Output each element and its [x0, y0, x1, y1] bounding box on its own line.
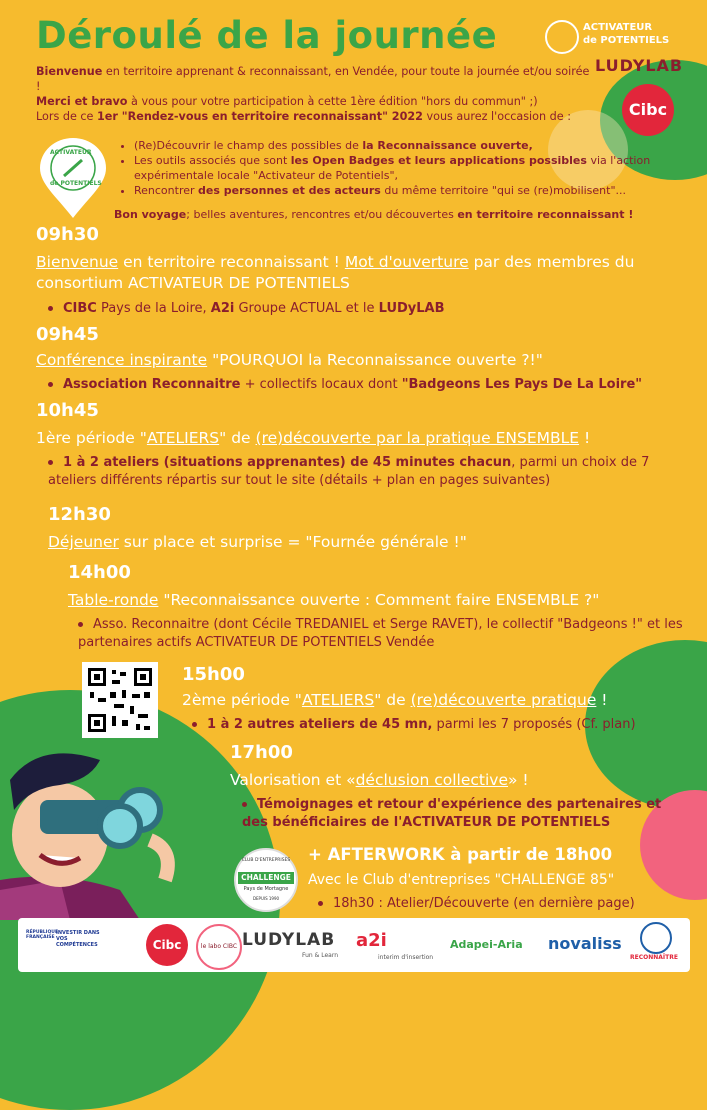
objective-item	[134, 183, 678, 198]
activateur-logo-icon	[545, 20, 579, 54]
activateur-logo-line2: de POTENTIELS	[583, 35, 670, 46]
time-1045: 10h45	[36, 400, 99, 421]
page-title: Déroulé de la journée	[36, 14, 498, 57]
event-0945-a: "POURQUOI la Reconnaissance ouverte ?!"	[207, 351, 543, 369]
logo-labo-cibc	[196, 924, 242, 970]
event-1700-b: » !	[508, 771, 529, 789]
logo-ludylab-tagline: Fun & Learn	[302, 952, 338, 959]
objective-item	[134, 138, 678, 153]
sub-1500-b: parmi les 7 proposés (Cf. plan)	[432, 717, 636, 732]
bon-voyage-bold: Bon voyage	[114, 208, 187, 221]
ludylab-logo-top: LUDYLAB	[595, 56, 684, 75]
event-1400-u: Table-ronde	[68, 591, 159, 609]
time-1400: 14h00	[68, 562, 131, 583]
logo-novaliss: novaliss	[548, 934, 622, 953]
challenge-main-text: CHALLENGE	[241, 873, 291, 882]
bullet-dot	[48, 306, 53, 311]
event-1230-a: sur place et surprise = "Fournée générale !"	[118, 533, 467, 551]
bon-voyage-text: ; belles aventures, rencontres et/ou découvertes	[186, 208, 458, 221]
logo-a2i: a2i	[356, 930, 387, 951]
sub-0945-b: + collectifs locaux dont	[240, 377, 402, 392]
sub-1700-text: Témoignages et retour d'expérience des partenaires et des bénéficiaires de l'ACTIVATEUR DE POTENTIELS	[242, 797, 662, 830]
objectives-list	[118, 138, 678, 198]
sub-0930-d: Groupe ACTUAL et le	[234, 301, 379, 316]
event-1700-a: Valorisation et «	[230, 771, 356, 789]
logo-investir: INVESTIR DANS VOS COMPÉTENCES	[56, 930, 100, 948]
event-0945-u: Conférence inspirante	[36, 351, 208, 369]
event-1045-c: !	[579, 429, 591, 447]
afterwork-line: Avec le Club d'entreprises "CHALLENGE 85"	[308, 872, 615, 888]
intro-p2-rest: à vous pour votre participation à cette 1ère édition "hors du commun" ;)	[127, 95, 538, 108]
sub-0930-c: A2i	[210, 301, 235, 316]
sub-1400-text: Asso. Reconnaitre (dont Cécile TREDANIEL et Serge RAVET), le collectif "Badgeons !" et les partenaires actifs ACTIVATEUR DE POTENTIELS Vendée	[78, 617, 683, 650]
sub-0930-a: CIBC	[63, 301, 97, 316]
time-0945: 09h45	[36, 324, 99, 345]
event-1045	[36, 428, 590, 449]
sub-0945-a: Association Reconnaitre	[63, 377, 241, 392]
event-1500-u1: ATELIERS	[301, 691, 375, 709]
logo-ludylab-footer: LUDYLAB	[242, 930, 336, 950]
event-1500	[182, 690, 608, 711]
objective-text: Rencontrer	[134, 184, 199, 197]
event-1500-b: " de	[374, 691, 411, 709]
logo-reconnaitre: RECONNAÎTRE	[630, 954, 678, 961]
event-1500-a: 2ème période "	[182, 691, 302, 709]
time-0930: 09h30	[36, 224, 99, 245]
intro-p3-bold: 1er "Rendez-vous en territoire reconnaissant" 2022	[97, 110, 423, 123]
sub-0945-c: "Badgeons Les Pays De La Loire"	[401, 377, 643, 392]
logo-reconnaitre-icon	[640, 922, 672, 954]
event-1230	[48, 532, 467, 553]
intro-p3-a: Lors de ce	[36, 110, 97, 123]
intro-p1-bold: Bienvenue	[36, 65, 103, 78]
objective-text: (Re)Découvrir le champ des possibles de	[134, 139, 363, 152]
event-1700-u: déclusion collective	[355, 771, 509, 789]
event-1700	[230, 770, 529, 791]
sub-1045	[48, 454, 693, 490]
challenge-bottom: DEPUIS 1990	[252, 896, 280, 901]
challenge-top: CLUB D'ENTREPRISES	[241, 858, 291, 863]
sub-0930-b: Pays de la Loire,	[96, 301, 211, 316]
intro-p2-bold: Merci et bravo	[36, 95, 128, 108]
cibc-logo-top-text: Cibc	[628, 100, 668, 119]
bullet-dot	[48, 382, 53, 387]
event-1045-u1: ATELIERS	[146, 429, 220, 447]
pin-line2: de POTENTIELS	[50, 180, 102, 187]
qr-code[interactable]	[82, 662, 158, 738]
bon-voyage-end: en territoire reconnaissant !	[457, 208, 634, 221]
bullet-dot	[48, 460, 53, 465]
logo-republique: RÉPUBLIQUE FRANÇAISE	[26, 930, 59, 940]
event-1500-u2: (re)découverte pratique	[410, 691, 597, 709]
objective-item	[134, 153, 678, 183]
footer-logos-bar	[18, 918, 690, 972]
time-1700: 17h00	[230, 742, 293, 763]
event-0930-u2: Mot d'ouverture	[344, 253, 469, 271]
objective-text: du même territoire "qui se (re)mobilisent"...	[380, 184, 627, 197]
challenge-badge-logo	[234, 848, 298, 912]
event-0930-a: en territoire reconnaissant !	[118, 253, 345, 271]
afterwork-sub-text: 18h30 : Atelier/Découverte (en dernière page)	[333, 896, 635, 911]
logo-cibc-footer	[146, 924, 188, 966]
afterwork-sub	[318, 895, 635, 913]
bullet-dot	[78, 622, 83, 627]
objective-bold: la Reconnaissance ouverte,	[362, 139, 533, 152]
sub-1045-b: , parmi un choix de 7 ateliers différents répartis sur tout le site (détails + plan en pages suivantes)	[48, 455, 650, 488]
logo-a2i-tagline: interim d'insertion	[378, 954, 434, 961]
sub-1045-a: 1 à 2 ateliers (situations apprenantes) de 45 minutes chacun	[63, 455, 512, 470]
objective-bold: les Open Badges et leurs applications possibles	[290, 154, 587, 167]
sub-1400	[78, 616, 688, 652]
sub-0930-e: LUDyLAB	[378, 301, 445, 316]
event-1045-b: " de	[219, 429, 256, 447]
sub-1700	[242, 796, 682, 832]
sub-0945	[48, 376, 642, 394]
location-pin-icon	[36, 136, 110, 220]
logo-adapei: Adapei-Aria	[450, 938, 523, 951]
objective-bold: des personnes et des acteurs	[198, 184, 381, 197]
challenge-sub: Pays de Mortagne	[243, 886, 289, 892]
sub-0930	[48, 300, 445, 318]
cibc-logo-top	[622, 84, 674, 136]
event-1045-a: 1ère période "	[36, 429, 147, 447]
pin-line1: ACTIVATEUR	[50, 149, 92, 156]
person-with-binoculars-illustration	[0, 740, 200, 920]
activateur-logo-line1: ACTIVATEUR	[583, 22, 653, 33]
event-0930	[36, 252, 696, 294]
sub-1500-a: 1 à 2 autres ateliers de 45 mn,	[207, 717, 433, 732]
event-1500-c: !	[596, 691, 608, 709]
time-1500: 15h00	[182, 664, 245, 685]
event-1045-u2: (re)découverte par la pratique ENSEMBLE	[255, 429, 580, 447]
bon-voyage-line	[114, 208, 633, 221]
event-0930-b: par des membres du consortium ACTIVATEUR DE POTENTIELS	[36, 253, 635, 292]
bullet-dot	[318, 901, 323, 906]
event-1400	[68, 590, 599, 611]
event-1230-u: Déjeuner	[48, 533, 119, 551]
objective-text: Les outils associés que sont	[134, 154, 291, 167]
afterwork-title: + AFTERWORK à partir de 18h00	[308, 845, 613, 864]
sub-1500	[192, 716, 636, 734]
logo-cibc-footer-text: Cibc	[152, 938, 182, 952]
event-0945	[36, 350, 543, 371]
intro-paragraph-2	[36, 94, 596, 109]
intro-p3-b: vous aurez l'occasion de :	[422, 110, 571, 123]
event-0930-u1: Bienvenue	[36, 253, 119, 271]
logo-labo-cibc-text: le labo CIBC	[200, 943, 238, 950]
event-1400-a: "Reconnaissance ouverte : Comment faire ENSEMBLE ?"	[158, 591, 600, 609]
intro-paragraph-3	[36, 109, 596, 124]
intro-paragraph-1	[36, 64, 596, 94]
intro-block	[36, 64, 596, 124]
intro-p1-rest: en territoire apprenant & reconnaissant, en Vendée, pour toute la journée et/ou soirée !	[36, 65, 590, 93]
objective-text: via l'action expérimentale locale "Activateur de Potentiels",	[134, 154, 651, 182]
bullet-dot	[192, 722, 197, 727]
time-1230: 12h30	[48, 504, 111, 525]
bullet-dot	[242, 802, 247, 807]
